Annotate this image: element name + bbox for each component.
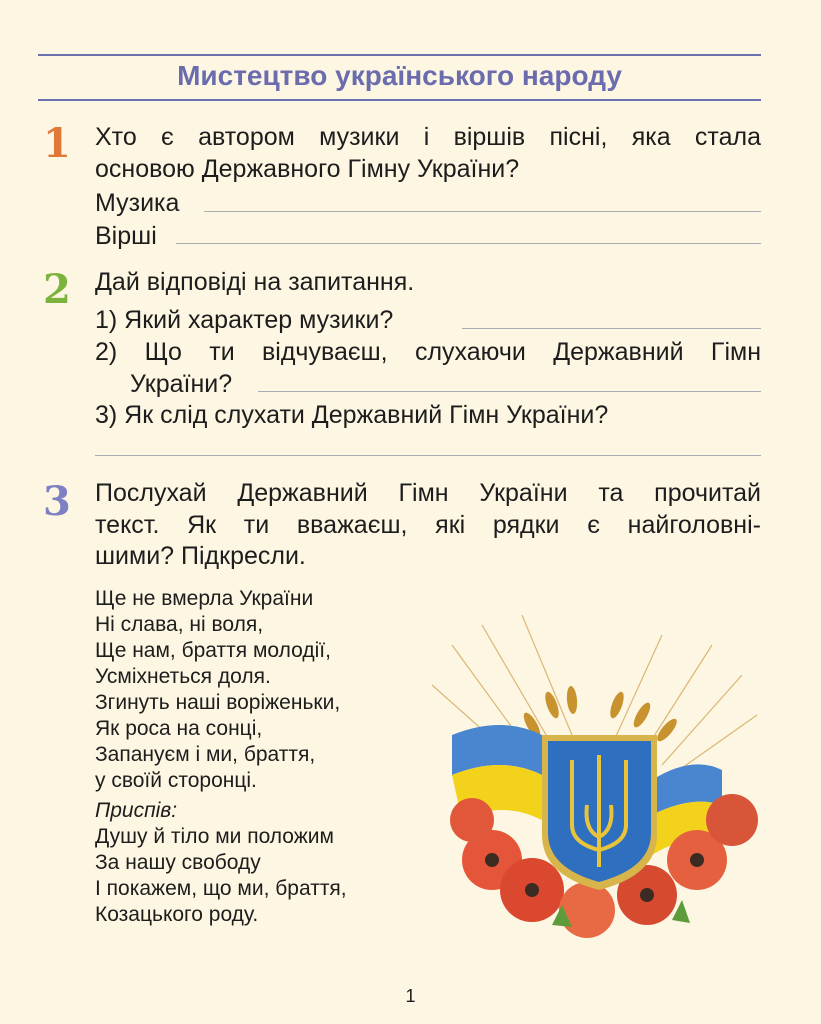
trident-shield-icon xyxy=(542,735,657,890)
anthem-verse-line[interactable]: Згинуть наші воріженьки, xyxy=(95,691,341,714)
anthem-verse-line[interactable]: Ще нам, браття молодії, xyxy=(95,639,331,662)
anthem-chorus-line[interactable]: Душу й тіло ми положим xyxy=(95,825,334,848)
anthem-verse-line[interactable]: Запануєм і ми, браття, xyxy=(95,743,316,766)
anthem-verse-line[interactable]: Як роса на сонці, xyxy=(95,717,263,740)
question-2-answer-line[interactable] xyxy=(258,391,761,392)
task-3-number: 3 xyxy=(43,478,71,525)
anthem-verse-line[interactable]: у своїй сторонці. xyxy=(95,769,257,792)
music-label: Музика xyxy=(95,189,180,217)
task-2-question-2-line2: України? xyxy=(130,370,233,398)
header-rule-bottom xyxy=(38,99,761,101)
anthem-verse-line[interactable]: Усміхнеться доля. xyxy=(95,665,271,688)
anthem-chorus-line[interactable]: І покажем, що ми, браття, xyxy=(95,877,347,900)
page-title: Мистецтво українського народу xyxy=(177,60,622,91)
header-rule-top xyxy=(38,54,761,56)
task-3-line1: Послухай Державний Гімн України та прочитай xyxy=(95,479,761,507)
verses-label: Вірші xyxy=(95,222,157,250)
question-3-answer-line[interactable] xyxy=(95,455,761,456)
task-2-question-2-line1: 2) Що ти відчуваєш, слухаючи Державний Гімн xyxy=(95,338,761,366)
chorus-label: Приспів: xyxy=(95,799,178,822)
anthem-chorus-line[interactable]: Козацького роду. xyxy=(95,903,259,926)
task-2-number: 2 xyxy=(43,266,71,313)
task-3-line3: шими? Підкресли. xyxy=(95,542,306,570)
task-1-number: 1 xyxy=(43,120,71,167)
task-3-line2: текст. Як ти вважаєш, які рядки є найголовні- xyxy=(95,511,761,539)
coat-of-arms-illustration xyxy=(412,605,772,945)
task-1-question-line2: основою Державного Гімну України? xyxy=(95,155,520,183)
task-1-question-line1: Хто є автором музики і віршів пісні, яка стала xyxy=(95,123,761,151)
anthem-chorus-line[interactable]: За нашу свободу xyxy=(95,851,261,874)
verses-answer-line[interactable] xyxy=(176,243,761,244)
task-2-question-1: 1) Який характер музики? xyxy=(95,306,394,334)
anthem-verse-line[interactable]: Ні слава, ні воля, xyxy=(95,613,264,636)
page-number: 1 xyxy=(405,986,416,1006)
question-1-answer-line[interactable] xyxy=(462,328,761,329)
task-2-prompt: Дай відповіді на запитання. xyxy=(95,268,415,296)
task-2-question-3: 3) Як слід слухати Державний Гімн України? xyxy=(95,401,609,429)
anthem-text xyxy=(95,586,347,928)
music-answer-line[interactable] xyxy=(204,211,761,212)
anthem-verse-line[interactable]: Ще не вмерла України xyxy=(95,587,314,610)
